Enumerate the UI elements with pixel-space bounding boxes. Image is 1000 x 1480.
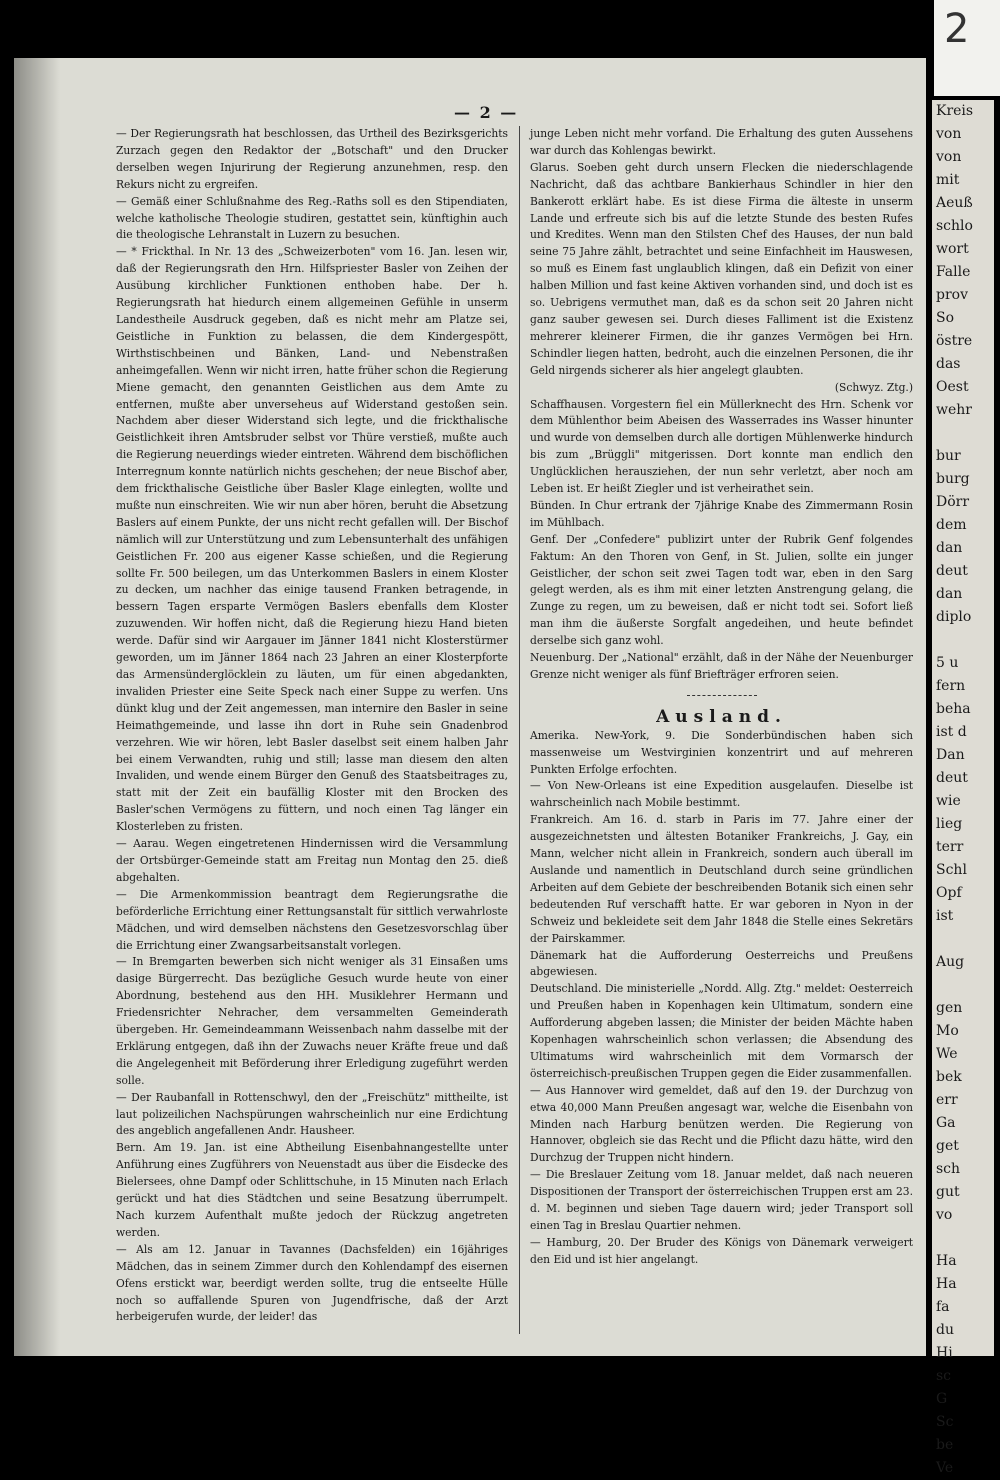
adjacent-page-line: fern <box>936 678 966 694</box>
adjacent-page-line: G <box>936 1391 948 1407</box>
article-paragraph: — Aus Hannover wird gemeldet, daß auf den 19. der Durchzug von etwa 40,000 Mann Preußen angesagt war, welche die Eisenbahn von Minden nach Harburg benützen werden. Die Regierung von Hannover, obgleich sie das Recht und die Pflicht dazu hätte, wird den Durchzug der Truppen nicht hindern. <box>530 1083 913 1165</box>
article-paragraph: Bern. Am 19. Jan. ist eine Abtheilung Eisenbahnangestellte unter Anführung eines Zugführers von Neuenstadt aus über die Eisdecke des Bielersees, ohne Dampf oder Schlittschuhe, in 15 Minuten nach Erlach gerückt und hat dies Städtchen und seine Besatzung überrumpelt. Nach kurzem Aufenthalt mußte jedoch der Rückzug angetreten werden. <box>116 1141 508 1239</box>
adjacent-page-line: 5 u <box>936 655 959 671</box>
newspaper-page <box>14 58 926 1356</box>
adjacent-page-line: terr <box>936 839 964 855</box>
adjacent-page-line: Oest <box>936 379 969 395</box>
adjacent-page-line: bek <box>936 1069 962 1085</box>
article-paragraph: — Von New-Orleans ist eine Expedition ausgelaufen. Dieselbe ist wahrscheinlich nach Mobile bestimmt. <box>530 779 913 810</box>
section-heading: Ausland. <box>656 706 787 727</box>
adjacent-page-line: We <box>936 1046 958 1062</box>
corner-label <box>934 0 1000 96</box>
adjacent-page-line: Schl <box>936 862 967 878</box>
adjacent-page-line: Dörr <box>936 494 970 510</box>
adjacent-page-line: dan <box>936 586 963 602</box>
adjacent-page-line <box>932 928 994 951</box>
adjacent-page-line: prov <box>936 287 968 303</box>
adjacent-page-line: lieg <box>936 816 963 832</box>
adjacent-page-line: sc <box>936 1368 952 1384</box>
adjacent-page-line <box>932 1227 994 1250</box>
adjacent-page-line: Ha <box>936 1276 957 1292</box>
adjacent-page-line: Hi <box>936 1345 953 1361</box>
adjacent-page-line: So <box>936 310 955 326</box>
adjacent-page-line: wort <box>936 241 969 257</box>
adjacent-page-line: Ve <box>936 1460 954 1476</box>
section-rule <box>530 688 913 705</box>
page-number: — 2 — <box>454 103 519 122</box>
article-paragraph: junge Leben nicht mehr vorfand. Die Erhaltung des guten Aussehens war durch das Kohlengas bewirkt. <box>530 127 913 157</box>
column-divider <box>519 126 520 1334</box>
article-paragraph: — In Bremgarten bewerben sich nicht weniger als 31 Einsaßen ums dasige Bürgerrecht. Das bezügliche Gesuch wurde heute von einer Abordnung, bestehend aus den HH. Musiklehrer Hermann und Friedensrichter Nehracher, dem versammelten Gemeinderath übergeben. Hr. Gemeindeammann Weissenbach nahm dasselbe mit der Erklärung entgegen, daß ihn der Zuwachs neuer Kräfte freue und daß die Angelegenheit mit Beförderung ihrer Erledigung zugeführt werden solle. <box>116 955 508 1087</box>
adjacent-page-line: mit <box>936 172 960 188</box>
adjacent-page-line: deut <box>936 563 968 579</box>
adjacent-page-line: bur <box>936 448 961 464</box>
adjacent-page-line: be <box>936 1437 954 1453</box>
article-paragraph: Glarus. Soeben geht durch unsern Flecken die niederschlagende Nachricht, daß das achtbare Bankierhaus Schindler in hier den Bankerott erklärt habe. Es ist diese Firma die älteste in unserm Lande und erfreute sich bis auf die letzte Stunde des besten Rufes und Kredites. Wenn man den Stilsten Chef des Hauses, der nun bald seine 75 Jahre zählt, betrachtet und seine Einfachheit im Hauswesen, so muß es Einem fast unglaublich klingen, daß ein Defizit von einer halben Million und fast keine Aktiven vorhanden sind, und doch ist es so. Uebrigens vermuthet man, daß es da schon seit 20 Jahren nicht ganz sauber gewesen sei. Durch dieses Falliment ist die Existenz mehrerer kleinerer Firmen, die ihr ganzes Vermögen bei Hrn. Schindler liegen hatten, bedroht, auch die einzelnen Personen, die ihr Geld nirgends sicherer als hier angelegt glaubten. <box>530 160 913 377</box>
page-binding-shadow <box>14 58 60 1356</box>
adjacent-page-line: wie <box>936 793 961 809</box>
article-paragraph: Neuenburg. Der „National" erzählt, daß in der Nähe der Neuenburger Grenze nicht weniger als fünf Briefträger erfroren seien. <box>530 651 913 681</box>
adjacent-page-line: du <box>936 1322 954 1338</box>
article-paragraph: Amerika. New-York, 9. Die Sonderbündischen haben sich massenweise um Westvirginien konzentrirt und auf mehreren Punkten Erfolge erfochten. <box>530 728 913 776</box>
adjacent-page-line: Falle <box>936 264 971 280</box>
adjacent-page-line: Mo <box>936 1023 959 1039</box>
adjacent-page-line: wehr <box>936 402 972 418</box>
adjacent-page-line <box>932 974 994 997</box>
left-column <box>116 126 508 1326</box>
adjacent-page-line: schlo <box>936 218 973 234</box>
adjacent-page-line: Dan <box>936 747 965 763</box>
adjacent-page-line: östre <box>936 333 973 349</box>
article-paragraph: — Gemäß einer Schlußnahme des Reg.-Raths soll es den Stipendiaten, welche katholische Theologie studiren, gestattet sein, künftighin auch die theologische Lehranstalt in Luzern zu besuchen. <box>116 194 508 242</box>
article-paragraph: Dänemark hat die Aufforderung Oesterreichs und Preußens abgewiesen. <box>530 948 913 979</box>
article-paragraph: — Der Regierungsrath hat beschlossen, das Urtheil des Bezirksgerichts Zurzach gegen den Redaktor der „Botschaft" und den Drucker derselben wegen Injurirung der Regierung anzunehmen, resp. den Rekurs nicht zu ergreifen. <box>116 127 508 191</box>
article-paragraph: — Als am 12. Januar in Tavannes (Dachsfelden) ein 16jähriges Mädchen, das in seinem Zimmer durch den Kohlendampf des eisernen Ofens erstickt war, beerdigt werden sollte, trug die entseelte Hülle noch so auffallende Spuren von Jugendfrische, daß der Arzt herbeigerufen wurde, der leider! das <box>116 1242 508 1324</box>
article-paragraph: Genf. Der „Confedere" publizirt unter der Rubrik Genf folgendes Faktum: An den Thoren von Genf, in St. Julien, sollte ein junger Geistlicher, der schon seit zwei Tagen todt war, eben in den Sarg gelegt werden, als es ihm mit einer letzten Anstrengung gelang, die Zunge zu regen, um zu beweisen, daß er nicht todt sei. Sofort ließ man ihm die äußerste Sorgfalt angedeihen, und heute befindet derselbe sich ganz wohl. <box>530 532 913 648</box>
adjacent-page-line: Aug <box>936 954 965 970</box>
adjacent-page-line: Ga <box>936 1115 956 1131</box>
adjacent-page-line: Aeuß <box>936 195 973 211</box>
adjacent-page-line: Kreis <box>936 103 974 119</box>
article-paragraph: — Die Breslauer Zeitung vom 18. Januar meldet, daß nach neueren Dispositionen der Transport der österreichischen Truppen erst am 23. d. M. beginnen und sieben Tage dauern wird; jeder Transport soll einen Tag in Breslau Quartier nehmen. <box>530 1168 913 1232</box>
adjacent-page-line: beha <box>936 701 971 717</box>
article-paragraph: — * Frickthal. In Nr. 13 des „Schweizerboten" vom 16. Jan. lesen wir, daß der Regierungsrath den Hrn. Hilfspriester Basler von Zeihen der Ausübung kirchlicher Funktionen enthoben habe. Der h. Regierungsrath hat hiedurch einem allgemeinen Gefühle in unserm Landestheile Ausdruck gegeben, daß es nicht mehr am Platze sei, Geistliche in Funktion zu belassen, die dem Kindergespött, Wirthstischbeinen und Bänken, Land- und Nebenstraßen anheimgefallen. Wenn wir nicht irren, hatte früher schon die Regierung Miene gemacht, den genannten Geistlichen aus dem Amte zu entfernen, mußte aber unverseheus auf Widerstand gestoßen sein. Nachdem aber dieser Widerstand sich legte, und die frickthalische Geistlichkeit ihren Amtsbruder selbst vor Thüre verstieß, mußte auch die Regierung neuerdings wieder eintreten. Während dem bischöflichen Interregnum konnte natürlich nichts geschehen; der neue Bischof aber, dem frickthalische Geistliche über Basler Klage einlegten, wollte und mußte nun einschreiten. Wie wir nun aber hören, beruht die Absetzung Baslers auf einem Punkte, der uns nicht recht gefallen will. Der Bischof nämlich will zur Unterstützung und zum Lebensunterhalt des unfähigen Geistlichen Fr. 200 aus eigener Kasse schießen, und die Regierung sollte Fr. 500 beilegen, um das Unterkommen Baslers in einem Kloster zu decken, um nachher das einige tausend Franken betragende, in bessern Tagen ersparte Vermögen Baslers ebenfalls dem Kloster zuzuwenden. Wir hoffen nicht, daß die Regierung hiezu Hand bieten werde. Dafür sind wir Aargauer im Jänner 1841 nicht Klosterstürmer geworden, um im Jänner 1864 nach 23 Jahren an einer Klosterpforte das Armensünderglöcklein zu läuten, um für einen abgedankten, invaliden Priester eine Seite Speck nach einer Suppe zu werfen. Uns dünkt klug und der Zeit angemessen, man internire den Basler in seine Heimathgemeinde, und lasse ihn dort in Ruhe sein Gnadenbrod verzehren. Wie wir hören, lebt Basler daselbst seit einem halben Jahr bei einem Verwandten, ruhig und still; lasse man diesem den alten Invaliden, und wende einem Bürger den Genuß des Staatsbeitrages zu, statt mit der Zeit ein baufällig Kloster mit den Brocken des Basler'schen Vermögens zu füttern, und noch einen Tag länger ein Klosterleben zu fristen. <box>116 245 508 834</box>
article-paragraph: Bünden. In Chur ertrank der 7jährige Knabe des Zimmermann Rosin im Mühlbach. <box>530 498 913 529</box>
adjacent-page-line: gut <box>936 1184 960 1200</box>
corner-number: 2 <box>944 6 970 52</box>
adjacent-page-fragment <box>932 100 994 1476</box>
article-paragraph: — Der Raubanfall in Rottenschwyl, den der „Freischütz" mittheilte, ist laut polizeilichen Nachspürungen wahrscheinlich nur eine Erdichtung des angeblich angefallenen Andr. Hausheer. <box>116 1090 508 1138</box>
adjacent-page-line: ist <box>936 908 954 924</box>
adjacent-page-line: von <box>936 149 962 165</box>
right-column <box>530 126 913 1269</box>
article-paragraph: Frankreich. Am 16. d. starb in Paris im 77. Jahre einer der ausgezeichnetsten und ältesten Botaniker Frankreichs, J. Gay, ein Mann, welcher nicht allein in Frankreich, sondern auch überall im Auslande und namentlich in Deutschland durch seine gründlichen Arbeiten auf dem Gebiete der beschreibenden Botanik sich einen sehr bedeutenden Ruf verschafft hatte. Er war geboren in Nyon in der Schweiz und bekleidete seit dem Jahr 1848 die Stelle eines Sekretärs der Pairskammer. <box>530 813 913 945</box>
adjacent-page-line: sch <box>936 1161 961 1177</box>
adjacent-page-line: gen <box>936 1000 963 1016</box>
adjacent-page-line: dem <box>936 517 967 533</box>
adjacent-page-line: burg <box>936 471 970 487</box>
adjacent-page-line <box>932 422 994 445</box>
adjacent-page-line: fa <box>936 1299 950 1315</box>
adjacent-page-line: err <box>936 1092 958 1108</box>
article-paragraph: Deutschland. Die ministerielle „Nordd. Allg. Ztg." meldet: Oesterreich und Preußen haben in Kopenhagen kein Ultimatum, sondern eine Aufforderung abgeben lassen; die Minister der beiden Mächte haben Kopenhagen wahrscheinlich schon verlassen; die Absendung des Ultimatums wird wahrscheinlich mit dem Vormarsch der österreichisch-preußischen Truppen gegen die Eider zusammenfallen. <box>530 982 913 1080</box>
article-paragraph: — Hamburg, 20. Der Bruder des Königs von Dänemark verweigert den Eid und ist hier angelangt. <box>530 1235 913 1266</box>
adjacent-page-line: ist d <box>936 724 967 740</box>
source-citation: (Schwyz. Ztg.) <box>834 380 913 394</box>
adjacent-page-line <box>932 629 994 652</box>
adjacent-page-line: von <box>936 126 962 142</box>
adjacent-page-line: Ha <box>936 1253 957 1269</box>
article-paragraph: — Aarau. Wegen eingetretenen Hindernissen wird die Versammlung der Ortsbürger-Gemeinde statt am Freitag nun Montag den 25. dieß abgehalten. <box>116 837 508 884</box>
adjacent-page-line: deut <box>936 770 968 786</box>
adjacent-page-line: vo <box>936 1207 953 1223</box>
adjacent-page-line: get <box>936 1138 959 1154</box>
adjacent-page-line: diplo <box>936 609 972 625</box>
adjacent-page-line: Opf <box>936 885 962 901</box>
adjacent-page-line: dan <box>936 540 963 556</box>
adjacent-page-line: Sc <box>936 1414 954 1430</box>
adjacent-page-line: das <box>936 356 961 372</box>
article-paragraph: Schaffhausen. Vorgestern fiel ein Müllerknecht des Hrn. Schenk vor dem Mühlenthor beim Abeisen des Wasserrades ins Wasser hinunter und wurde von demselben durch alle dortigen Mühlenwerke hindurch bis zum „Brüggli" mitgerissen. Dort konnte man endlich den Unglücklichen herausziehen, der nun sehr verletzt, aber noch am Leben ist. Er heißt Ziegler und ist verheirathet sein. <box>530 397 913 496</box>
article-paragraph: — Die Armenkommission beantragt dem Regierungsrathe die beförderliche Errichtung einer Rettungsanstalt für sittlich verwahrloste Mädchen, und wird demselben nächstens den Gesetzesvorschlag über die Errichtung einer Zwangsarbeitsanstalt vorlegen. <box>116 887 508 952</box>
